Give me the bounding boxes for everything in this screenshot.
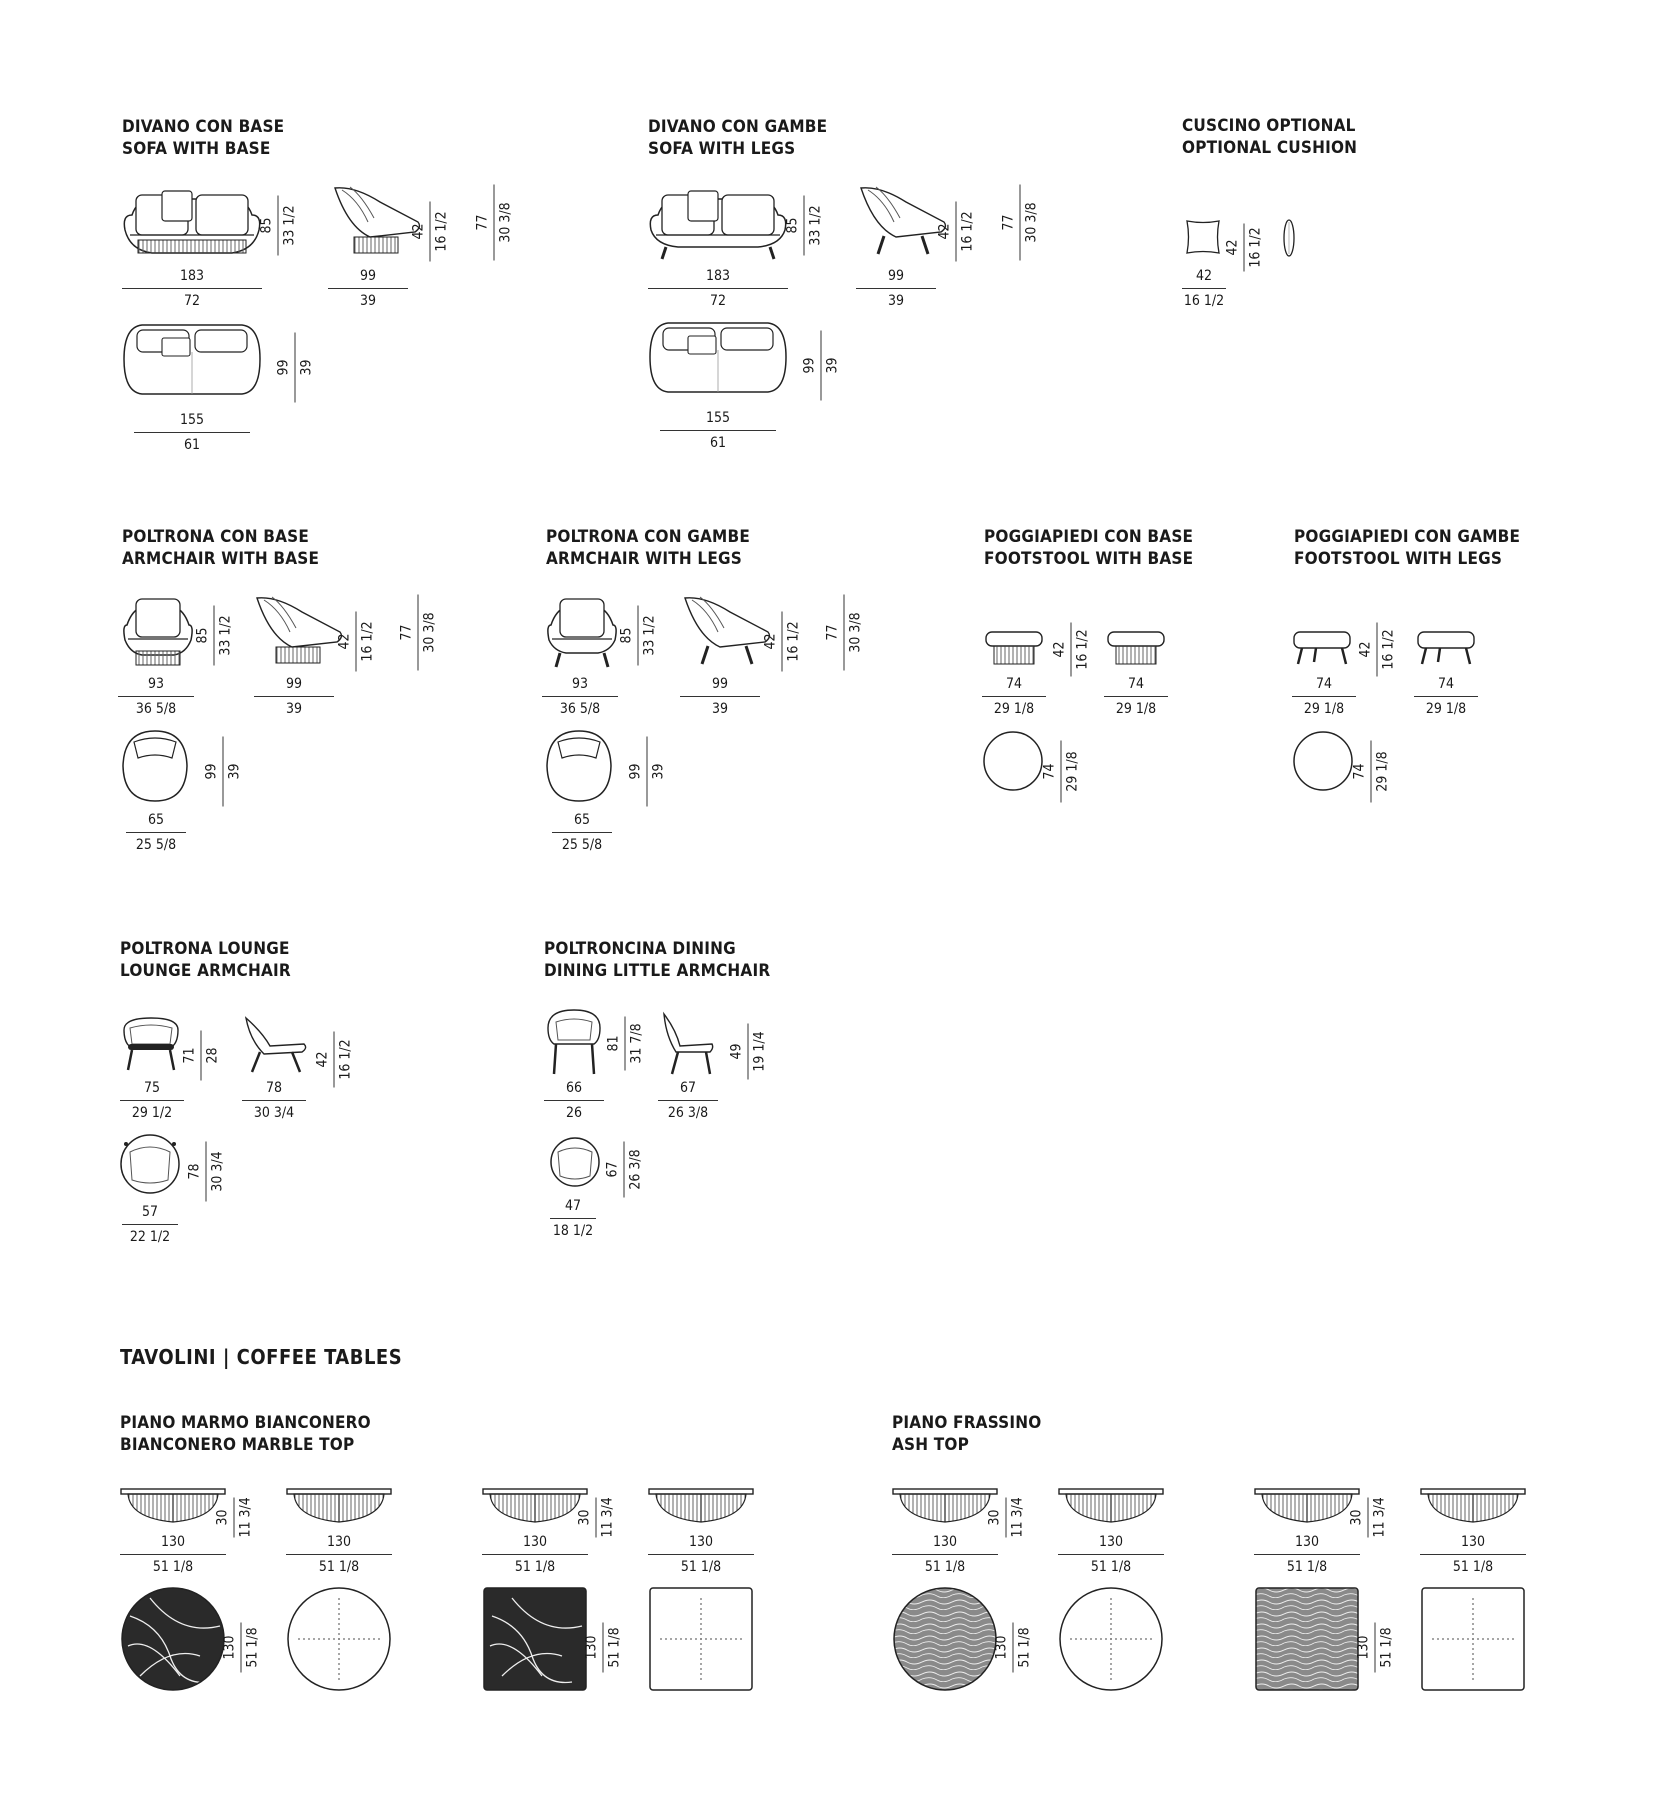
footstool-base-title bbox=[984, 526, 1193, 570]
armchair-base-front-drawing bbox=[122, 595, 194, 667]
coffee-table-height-dim: 30 11 3/4 bbox=[214, 1497, 254, 1538]
footstool-legs-width-dim: 74 29 1/8 bbox=[1292, 676, 1356, 717]
armchair-base-seat-dim: 42 16 1/2 bbox=[337, 612, 376, 672]
footstool-base-front-drawing bbox=[984, 630, 1044, 666]
title-en: BIANCONERO MARBLE TOP bbox=[120, 1435, 355, 1455]
sofa-base-top-depth-dim: 99 39 bbox=[276, 333, 315, 403]
title-it: POLTRONA LOUNGE bbox=[120, 939, 290, 959]
sofa-base-title bbox=[122, 116, 284, 160]
armchair-legs-title bbox=[546, 526, 750, 570]
sofa-legs-top-depth-dim: 99 39 bbox=[802, 331, 841, 401]
lounge-top-drawing bbox=[118, 1132, 182, 1196]
footstool-legs-depth-dim: 74 29 1/8 bbox=[1414, 676, 1478, 717]
armchair-legs-width-dim: 93 36 5/8 bbox=[542, 676, 618, 717]
coffee-table-top-dim: 130 51 1/8 bbox=[222, 1623, 261, 1673]
cushion-title bbox=[1182, 115, 1357, 159]
footstool-base-width-dim: 74 29 1/8 bbox=[982, 676, 1046, 717]
coffee-table-height-dim: 30 11 3/4 bbox=[576, 1497, 616, 1538]
title-en: OPTIONAL CUSHION bbox=[1182, 138, 1358, 158]
footstool-base-depth-dim: 74 29 1/8 bbox=[1104, 676, 1168, 717]
dining-depth-dim: 67 26 3/8 bbox=[658, 1080, 718, 1121]
lounge-top-width-dim: 57 22 1/2 bbox=[122, 1204, 178, 1245]
lounge-depth-dim: 78 30 3/4 bbox=[242, 1080, 306, 1121]
sofa-legs-depth-dim: 99 39 bbox=[856, 268, 936, 309]
lounge-seat-dim: 42 16 1/2 bbox=[315, 1032, 354, 1088]
title-en: LOUNGE ARMCHAIR bbox=[120, 961, 291, 981]
coffee-table-group bbox=[120, 1488, 450, 1688]
footstool-legs-title bbox=[1294, 526, 1520, 570]
sofa-legs-front-drawing bbox=[648, 185, 788, 260]
dining-width-dim: 66 26 bbox=[544, 1080, 604, 1121]
sofa-legs-width-dim: 183 72 bbox=[648, 268, 788, 309]
coffee-table-group bbox=[1254, 1488, 1584, 1688]
armchair-legs-arm-dim: 77 30 3/8 bbox=[825, 595, 864, 671]
title-en: ARMCHAIR WITH LEGS bbox=[546, 549, 742, 569]
footstool-legs-front-drawing bbox=[1292, 630, 1352, 666]
armchair-legs-top-depth-dim: 99 39 bbox=[628, 737, 667, 807]
dining-top-width-dim: 47 18 1/2 bbox=[550, 1198, 596, 1239]
dining-title bbox=[544, 938, 770, 982]
coffee-table-width-dim: 130 51 1/8 bbox=[892, 1534, 998, 1575]
coffee-table-top-dim: 130 51 1/8 bbox=[994, 1623, 1033, 1673]
armchair-base-height-dim: 85 33 1/2 bbox=[195, 606, 234, 666]
lounge-width-dim: 75 29 1/2 bbox=[120, 1080, 184, 1121]
footstool-legs-side-drawing bbox=[1416, 630, 1476, 666]
coffee-table-width-dim: 130 51 1/8 bbox=[1254, 1534, 1360, 1575]
title-it: DIVANO CON BASE bbox=[122, 117, 285, 137]
title-it: POLTRONCINA DINING bbox=[544, 939, 736, 959]
dining-top-depth-dim: 67 26 3/8 bbox=[605, 1142, 644, 1198]
ash-top-title bbox=[892, 1412, 1041, 1456]
title-it: PIANO MARMO BIANCONERO bbox=[120, 1413, 371, 1433]
armchair-legs-top-width-dim: 65 25 5/8 bbox=[552, 812, 612, 853]
title-en: SOFA WITH LEGS bbox=[648, 139, 796, 159]
armchair-legs-depth-dim: 99 39 bbox=[680, 676, 760, 717]
armchair-base-side-drawing bbox=[252, 592, 347, 667]
sofa-base-height-dim: 85 33 1/2 bbox=[259, 196, 298, 256]
sofa-legs-height-dim: 85 33 1/2 bbox=[785, 196, 824, 256]
coffee-table-top-dim: 130 51 1/8 bbox=[584, 1623, 623, 1673]
sofa-legs-seat-dim: 42 16 1/2 bbox=[937, 202, 976, 262]
cushion-side-drawing bbox=[1282, 218, 1296, 258]
sofa-legs-arm-dim: 77 30 3/8 bbox=[1001, 185, 1040, 261]
footstool-legs-top-drawing bbox=[1292, 730, 1354, 792]
dining-front-drawing bbox=[544, 1006, 604, 1076]
footstool-base-top-dim: 74 29 1/8 bbox=[1042, 741, 1081, 803]
title-en: ARMCHAIR WITH BASE bbox=[122, 549, 320, 569]
coffee-table-top-dim: 130 51 1/8 bbox=[1356, 1623, 1395, 1673]
armchair-base-top-depth-dim: 99 39 bbox=[204, 737, 243, 807]
title-it: POGGIAPIEDI CON GAMBE bbox=[1294, 527, 1521, 547]
footstool-base-top-drawing bbox=[982, 730, 1044, 792]
lounge-side-drawing bbox=[242, 1014, 308, 1074]
sofa-legs-title bbox=[648, 116, 827, 160]
sofa-legs-top-drawing bbox=[648, 320, 788, 395]
armchair-legs-side-drawing bbox=[680, 592, 775, 667]
sofa-base-top-drawing bbox=[122, 322, 262, 397]
sofa-base-width-dim: 183 72 bbox=[122, 268, 262, 309]
title-it: POLTRONA CON GAMBE bbox=[546, 527, 750, 547]
coffee-tables-heading: TAVOLINI | COFFEE TABLES bbox=[120, 1345, 403, 1369]
lounge-top-depth-dim: 78 30 3/4 bbox=[187, 1142, 226, 1202]
armchair-base-top-width-dim: 65 25 5/8 bbox=[126, 812, 186, 853]
coffee-table-depth-dim: 130 51 1/8 bbox=[648, 1534, 754, 1575]
footstool-legs-top-dim: 74 29 1/8 bbox=[1352, 741, 1391, 803]
armchair-base-top-drawing bbox=[120, 728, 190, 804]
title-en: SOFA WITH BASE bbox=[122, 139, 271, 159]
armchair-legs-front-drawing bbox=[546, 595, 618, 667]
armchair-base-width-dim: 93 36 5/8 bbox=[118, 676, 194, 717]
coffee-table-depth-dim: 130 51 1/8 bbox=[1420, 1534, 1526, 1575]
sofa-base-arm-dim: 77 30 3/8 bbox=[475, 185, 514, 261]
dining-side-drawing bbox=[660, 1010, 716, 1076]
footstool-base-height-dim: 42 16 1/2 bbox=[1052, 623, 1091, 677]
sofa-base-seat-dim: 42 16 1/2 bbox=[411, 202, 450, 262]
title-it: POGGIAPIEDI CON BASE bbox=[984, 527, 1194, 547]
title-en: DINING LITTLE ARMCHAIR bbox=[544, 961, 771, 981]
sofa-legs-top-width-dim: 155 61 bbox=[660, 410, 776, 451]
lounge-height-dim: 71 28 bbox=[182, 1031, 221, 1081]
title-en: ASH TOP bbox=[892, 1435, 970, 1455]
armchair-legs-height-dim: 85 33 1/2 bbox=[619, 606, 658, 666]
armchair-legs-seat-dim: 42 16 1/2 bbox=[763, 612, 802, 672]
lounge-front-drawing bbox=[120, 1014, 182, 1072]
title-en: FOOTSTOOL WITH LEGS bbox=[1294, 549, 1503, 569]
footstool-base-side-drawing bbox=[1106, 630, 1166, 666]
dining-height-dim: 81 31 7/8 bbox=[606, 1017, 645, 1071]
cushion-height-dim: 42 16 1/2 bbox=[1225, 224, 1264, 272]
title-it: PIANO FRASSINO bbox=[892, 1413, 1042, 1433]
cushion-width-dim: 42 16 1/2 bbox=[1183, 268, 1225, 309]
sofa-base-depth-dim: 99 39 bbox=[328, 268, 408, 309]
cushion-front-drawing bbox=[1184, 218, 1222, 256]
footstool-legs-height-dim: 42 16 1/2 bbox=[1358, 623, 1397, 677]
coffee-table-width-dim: 130 51 1/8 bbox=[482, 1534, 588, 1575]
marble-top-title bbox=[120, 1412, 371, 1456]
coffee-table-group bbox=[482, 1488, 812, 1688]
coffee-table-depth-dim: 130 51 1/8 bbox=[1058, 1534, 1164, 1575]
armchair-legs-top-drawing bbox=[544, 728, 614, 804]
coffee-table-depth-dim: 130 51 1/8 bbox=[286, 1534, 392, 1575]
title-it: DIVANO CON GAMBE bbox=[648, 117, 828, 137]
title-it: POLTRONA CON BASE bbox=[122, 527, 310, 547]
sofa-base-front-drawing bbox=[122, 185, 262, 257]
dining-top-drawing bbox=[548, 1134, 602, 1190]
coffee-table-height-dim: 30 11 3/4 bbox=[986, 1497, 1026, 1538]
title-en: FOOTSTOOL WITH BASE bbox=[984, 549, 1194, 569]
title-it: CUSCINO OPTIONAL bbox=[1182, 116, 1356, 136]
dining-seat-dim: 49 19 1/4 bbox=[729, 1024, 768, 1080]
sofa-base-top-width-dim: 155 61 bbox=[134, 412, 250, 453]
lounge-title bbox=[120, 938, 291, 982]
coffee-table-height-dim: 30 11 3/4 bbox=[1348, 1497, 1388, 1538]
armchair-base-depth-dim: 99 39 bbox=[254, 676, 334, 717]
coffee-table-group bbox=[892, 1488, 1222, 1688]
coffee-table-width-dim: 130 51 1/8 bbox=[120, 1534, 226, 1575]
armchair-base-title bbox=[122, 526, 319, 570]
armchair-base-arm-dim: 77 30 3/8 bbox=[399, 595, 438, 671]
